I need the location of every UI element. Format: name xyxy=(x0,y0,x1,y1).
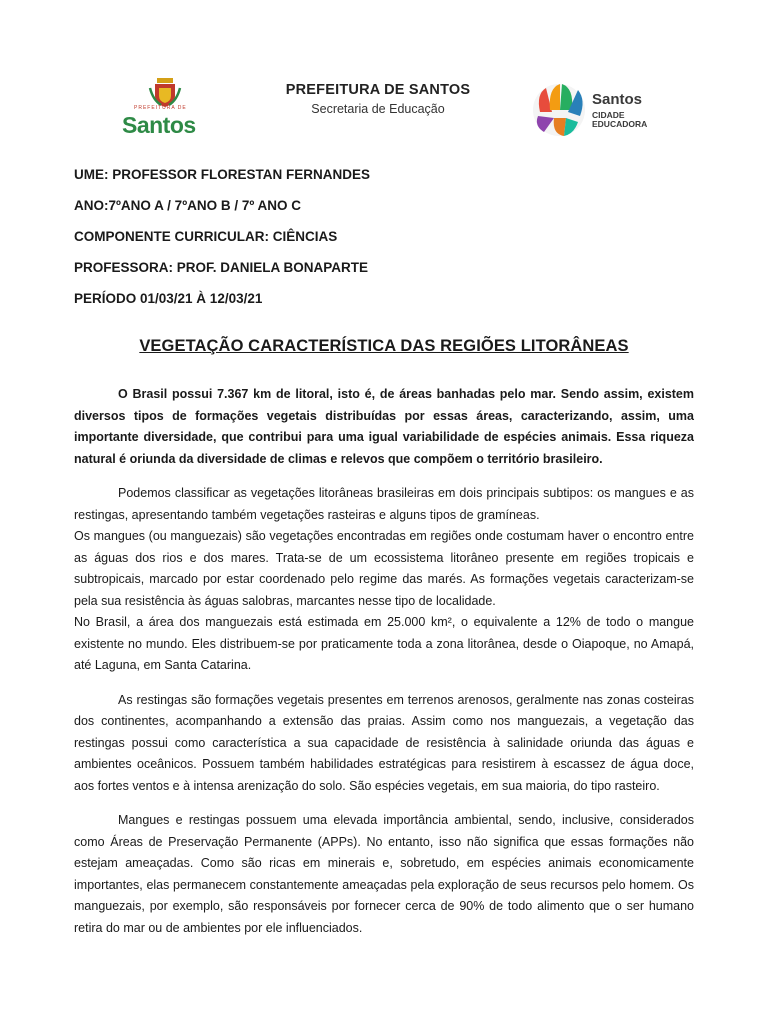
colorful-hands-icon xyxy=(530,82,588,138)
letterhead-title-block xyxy=(270,82,486,116)
letterhead-subtitle: Secretaria de Educação xyxy=(311,102,445,116)
paragraph-intro: O Brasil possui 7.367 km de litoral, isto é, de áreas banhadas pelo mar. Sendo assim, existem diversos tipos de formações vegetais distribuídas por essas áreas, caracterizando, assim, uma importante diversidade, que contribui para uma igual variabilidade de espécies animais. Essa riqueza natural é oriunda da diversidade de climas e relevos que compõem o território brasileiro. xyxy=(74,387,694,466)
paragraph-importance: Mangues e restingas possuem uma elevada importância ambiental, sendo, inclusive, considerados como Áreas de Preservação Permanente (APPs). No entanto, isso não significa que essas formações não estejam ameaçadas. Como são ricas em minerais e, sobretudo, em espécies animais economicamente importantes, elas permanecem constantemente ameaçadas pela exploração de seus recursos pelo homem. Os manguezais, por exemplo, são responsáveis por fornecer cerca de 90% de todo alimento que o ser humano retira do mar ou de ambientes por ele influenciados. xyxy=(74,813,694,935)
document-body xyxy=(74,384,694,939)
logo-santos-word-right: Santos xyxy=(592,91,643,108)
document-title: VEGETAÇÃO CARACTERÍSTICA DAS REGIÕES LITORÂNEAS xyxy=(139,337,629,355)
logo-line-cidade: CIDADE xyxy=(592,110,625,120)
letterhead-title: PREFEITURA DE SANTOS xyxy=(285,82,471,98)
paragraph-classification: Podemos classificar as vegetações litorâneas brasileiras em dois principais subtipos: os mangues e as restingas, apresentando também vegetações rasteiras e alguns tipos de gramíneas. xyxy=(74,486,694,522)
logo-cidade-educadora xyxy=(592,111,647,129)
logo-line-educadora: EDUCADORA xyxy=(592,119,648,129)
prefeitura-santos-logo xyxy=(118,74,212,138)
info-period: PERÍODO 01/03/21 À 12/03/21 xyxy=(74,291,263,306)
paragraph-mangroves-brazil: No Brasil, a área dos manguezais está estimada em 25.000 km², o equivalente a 12% de todo o mangue existente no mundo. Eles distribuem-se por praticamente toda a zona litorânea, desde o Oiapoque, no Amapá, até Laguna, em Santa Catarina. xyxy=(74,615,694,672)
logo-small-caption: PREFEITURA DE xyxy=(134,105,187,111)
info-teacher: PROFESSORA: PROF. DANIELA BONAPARTE xyxy=(74,260,369,275)
paragraph-mangroves: Os mangues (ou manguezais) são vegetações encontradas em regiões onde costumam haver o encontro entre as águas dos rios e dos mares. Trata-se de um ecossistema litorâneo presente em regiões tropicais e subtropicais, marcado por estar coordenado pelo regime das marés. As formações vegetais caracterizam-se pela sua resistência às águas salobras, marcantes nesse tipo de localidade. xyxy=(74,529,694,608)
logo-santos-word: Santos xyxy=(122,112,196,138)
cidade-educadora-logo xyxy=(530,82,660,138)
info-grade: ANO:7ºANO A / 7ºANO B / 7º ANO C xyxy=(74,198,302,213)
info-school: UME: PROFESSOR FLORESTAN FERNANDES xyxy=(74,167,371,182)
coat-of-arms-icon xyxy=(148,78,182,108)
letterhead xyxy=(0,0,768,150)
document-info xyxy=(74,167,694,322)
paragraph-restingas: As restingas são formações vegetais presentes em terrenos arenosos, geralmente nas zonas costeiras dos continentes, acompanhando a extensão das praias. Assim como nos manguezais, a vegetação das restingas possui como característica a sua capacidade de resistência à salinidade oriunda das águas e ambientes oceânicos. Possuem também habilidades estratégicas para resistirem à escassez de água doce, aos fortes ventos e à intensa arenização do solo. São espécies vegetais, em sua maioria, do tipo rasteiro. xyxy=(74,692,694,793)
info-subject: COMPONENTE CURRICULAR: CIÊNCIAS xyxy=(74,229,338,244)
